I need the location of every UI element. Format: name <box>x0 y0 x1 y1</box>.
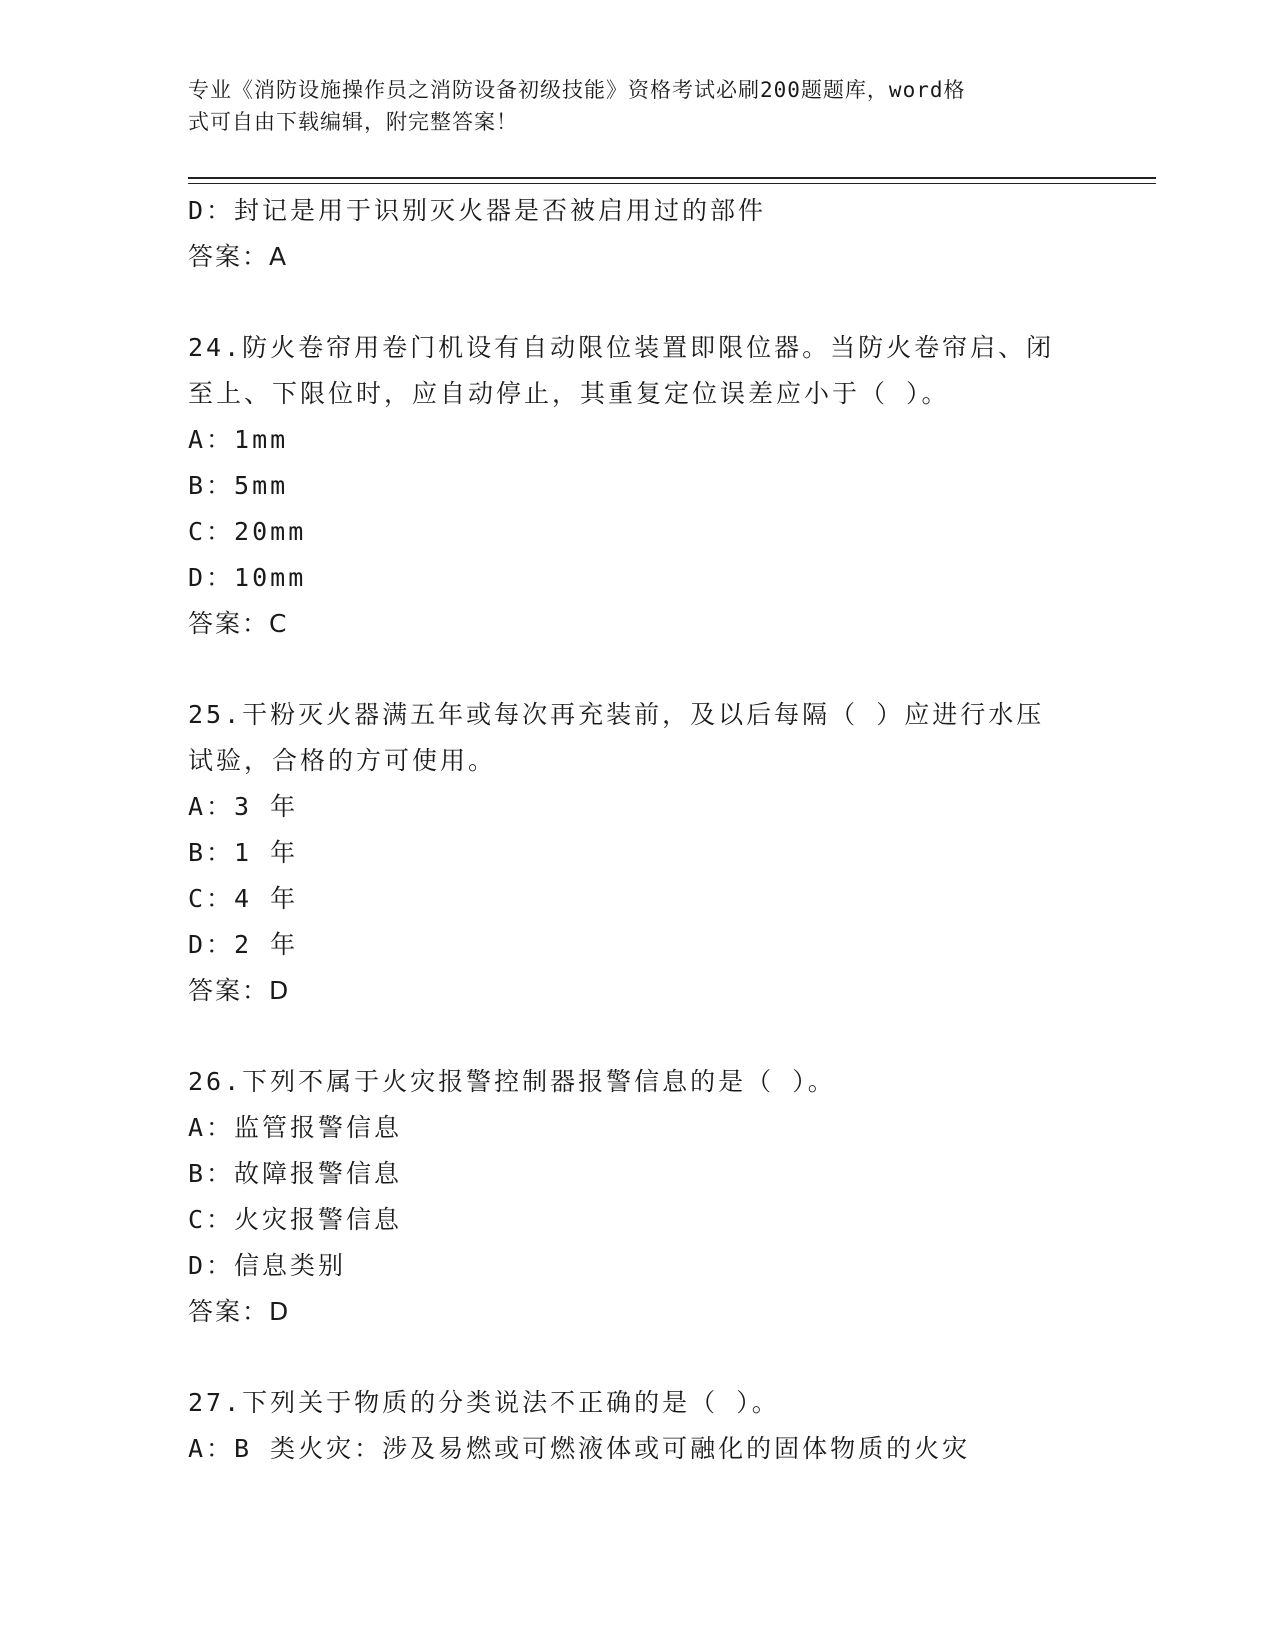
question-24 <box>188 325 1118 647</box>
question-stem: 27.下列关于物质的分类说法不正确的是（ ）。 <box>188 1388 780 1417</box>
document-header <box>188 74 1068 138</box>
option-b: B：5mm <box>188 471 289 500</box>
prev-answer: 答案：A <box>188 242 289 271</box>
option-c: C：火灾报警信息 <box>188 1205 403 1234</box>
answer: 答案：D <box>188 976 291 1005</box>
option-a: A：3 年 <box>188 792 299 821</box>
question-list <box>188 188 1118 1472</box>
option-d: D：2 年 <box>188 930 299 959</box>
answer: 答案：D <box>188 1297 291 1326</box>
header-divider <box>188 177 1156 179</box>
option-b: B：故障报警信息 <box>188 1159 403 1188</box>
option-c: C：4 年 <box>188 884 299 913</box>
header-divider-thin <box>188 183 1156 184</box>
question-stem: 24.防火卷帘用卷门机设有自动限位装置即限位器。当防火卷帘启、闭 <box>188 333 1055 362</box>
header-line-2: 式可自由下载编辑，附完整答案！ <box>188 110 518 134</box>
option-c: C：20mm <box>188 517 307 546</box>
question-27 <box>188 1380 1118 1472</box>
header-line-1: 专业《消防设施操作员之消防设备初级技能》资格考试必刷200题题库，word格 <box>188 78 966 102</box>
option-a: A：B 类火灾：涉及易燃或可燃液体或可融化的固体物质的火灾 <box>188 1434 971 1463</box>
answer: 答案：C <box>188 609 289 638</box>
question-26 <box>188 1059 1118 1335</box>
option-d: D：10mm <box>188 563 307 592</box>
option-a: A：监管报警信息 <box>188 1113 403 1142</box>
option-a: A：1mm <box>188 425 289 454</box>
prev-option-d: D：封记是用于识别灭火器是否被启用过的部件 <box>188 196 767 225</box>
option-b: B：1 年 <box>188 838 299 867</box>
question-stem: 试验，合格的方可使用。 <box>188 746 497 775</box>
option-d: D：信息类别 <box>188 1251 347 1280</box>
question-stem: 25.干粉灭火器满五年或每次再充装前，及以后每隔（ ）应进行水压 <box>188 700 1045 729</box>
question-stem: 26.下列不属于火灾报警控制器报警信息的是（ ）。 <box>188 1067 836 1096</box>
question-25 <box>188 692 1118 1014</box>
question-stem: 至上、下限位时，应自动停止，其重复定位误差应小于（ ）。 <box>188 379 950 408</box>
